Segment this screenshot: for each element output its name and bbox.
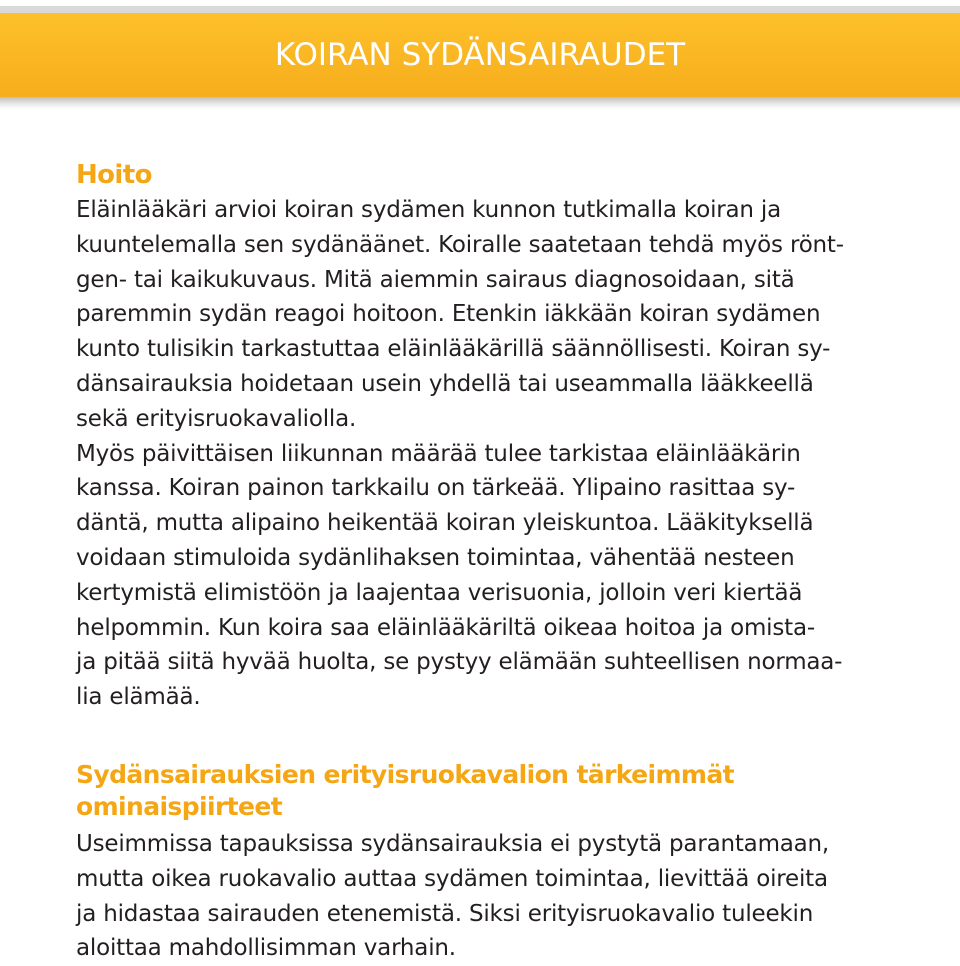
paragraph-line: aloittaa mahdollisimman varhain. [76, 935, 456, 962]
paragraph-line: mutta oikea ruokavalio auttaa sydämen toimintaa, lievittää oireita [76, 865, 828, 892]
paragraph-line: sekä erityisruokavaliolla. [76, 405, 357, 432]
document-body [76, 157, 888, 966]
paragraph-line: gen- tai kaikukuvaus. Mitä aiemmin sairaus diagnosoidaan, sitä [76, 266, 795, 293]
heading-line: ominaispiirteet [76, 791, 283, 821]
paragraph-line: lia elämää. [76, 684, 201, 711]
banner-shadow [0, 97, 960, 109]
page-title: KOIRAN SYDÄNSAIRAUDET [274, 37, 686, 73]
paragraph-line: dänsairauksia hoidetaan usein yhdellä tai useammalla lääkkeellä [76, 370, 814, 397]
paragraph-line: Useimmissa tapauksissa sydänsairauksia ei pystytä parantamaan, [76, 830, 830, 857]
paragraph-line: Eläinlääkäri arvioi koiran sydämen kunnon tutkimalla koiran ja [76, 197, 781, 223]
paragraph-line: voidaan stimuloida sydänlihaksen toimintaa, vähentää nesteen [76, 544, 795, 571]
section-heading-ruokavalio [76, 759, 888, 823]
top-divider [0, 6, 960, 13]
section-paragraph-hoito [76, 193, 888, 715]
section-heading-hoito: Hoito [76, 160, 152, 190]
paragraph-line: paremmin sydän reagoi hoitoon. Etenkin iäkkään koiran sydämen [76, 301, 821, 328]
heading-line: Sydänsairauksien erityisruokavalion tärkeimmät [76, 759, 734, 789]
paragraph-line: ja pitää siitä hyvää huolta, se pystyy elämään suhteellisen normaa- [76, 649, 843, 676]
paragraph-line: däntä, mutta alipaino heikentää koiran yleiskuntoa. Lääkityksellä [76, 510, 814, 537]
paragraph-line: kertymistä elimistöön ja laajentaa verisuonia, jolloin veri kiertää [76, 579, 803, 606]
paragraph-line: kanssa. Koiran painon tarkkailu on tärkeää. Ylipaino rasittaa sy- [76, 475, 796, 502]
section-paragraph-ruokavalio [76, 827, 888, 966]
paragraph-line: helpommin. Kun koira saa eläinlääkäriltä oikeaa hoitoa ja omista- [76, 614, 815, 641]
paragraph-line: ja hidastaa sairauden etenemistä. Siksi erityisruokavalio tuleekin [76, 900, 814, 927]
paragraph-line: kunto tulisikin tarkastuttaa eläinlääkärillä säännöllisesti. Koiran sy- [76, 336, 831, 363]
paragraph-line: Myös päivittäisen liikunnan määrää tulee tarkistaa eläinlääkärin [76, 440, 801, 467]
paragraph-line: kuuntelemalla sen sydänäänet. Koiralle saatetaan tehdä myös rönt- [76, 231, 844, 258]
